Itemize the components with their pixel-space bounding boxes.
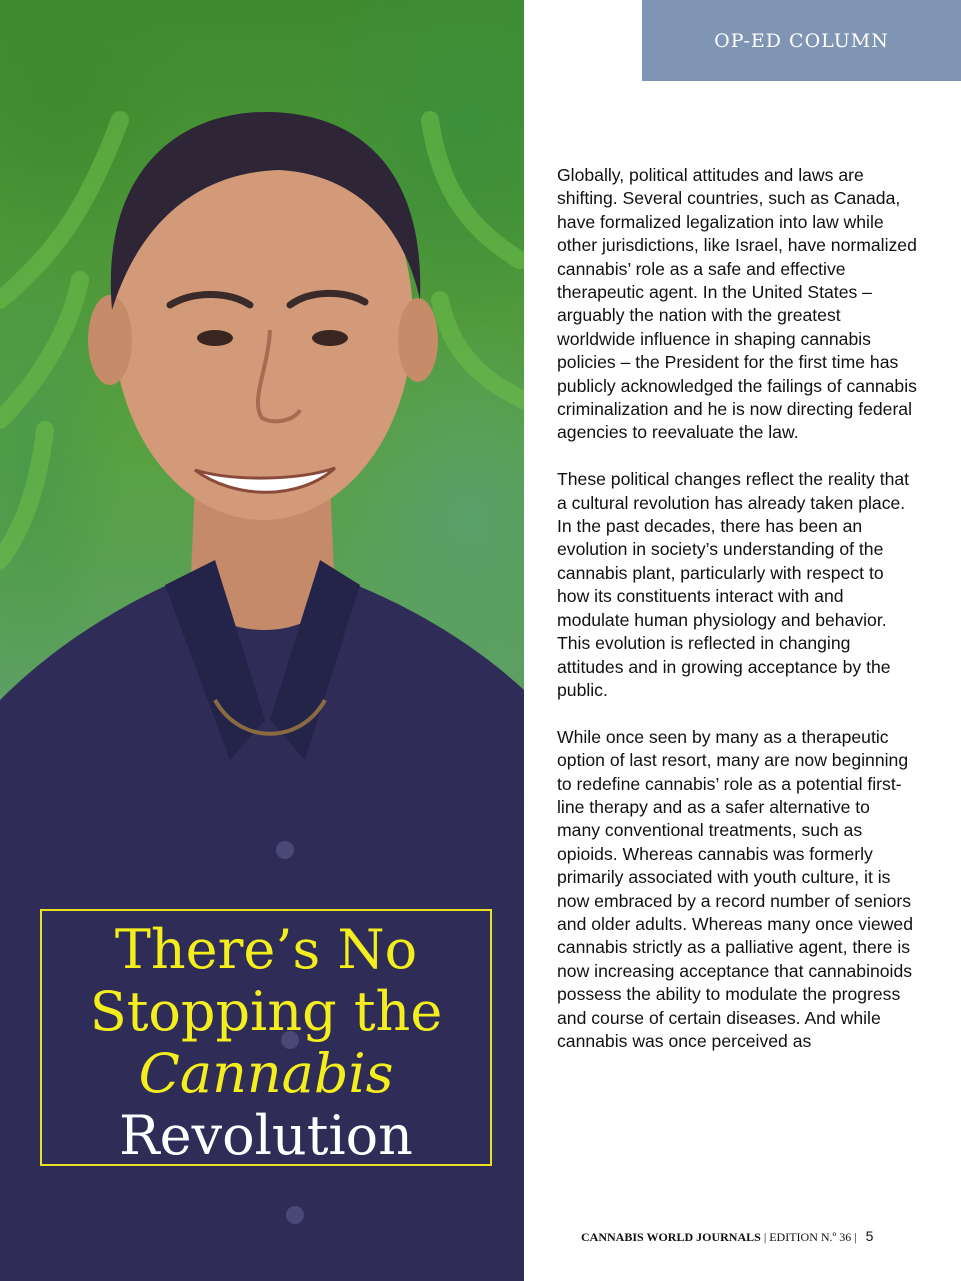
headline-line-4: Revolution (119, 1104, 413, 1167)
article-paragraph: These political changes reflect the reality that a cultural revolution has already taken place. In the past decades, there has been an evolution in society’s understanding of the cannabis plant, particularly with respect to how its constituents interact with and modulate human physiology and behavior. This evolution is reflected in changing attitudes and in growing acceptance by the public. (557, 469, 910, 700)
journal-name: CANNABIS WORLD JOURNALS (581, 1230, 761, 1244)
footer-separator: | (854, 1230, 857, 1244)
footer-separator: | (763, 1230, 767, 1244)
headline-box (40, 909, 492, 1166)
page-footer (581, 1228, 873, 1245)
headline-line-2: Stopping the (89, 980, 443, 1043)
article-paragraph: Globally, political attitudes and laws are shifting. Several countries, such as Canada, have formalized legalization into law while other jurisdictions, like Israel, have normalized cannabis’ role as a safe and effective therapeutic agent. In the United States – arguably the nation with the greatest worldwide influence in shaping cannabis policies – the President for the first time has publicly acknowledged the failings of cannabis criminalization and he is now directing federal agencies to reevaluate the law. (557, 165, 917, 443)
page-number: 5 (865, 1228, 874, 1244)
column-tag-label: OP-ED COLUMN (714, 29, 889, 52)
column-tag (642, 0, 961, 81)
edition-label: EDITION N.º 36 (769, 1230, 852, 1244)
headline-line-1: There’s No (114, 918, 418, 981)
headline-line-3: Cannabis (138, 1042, 394, 1105)
article-body (557, 164, 917, 1077)
article-paragraph: While once seen by many as a therapeutic option of last resort, many are now beginning to redefine cannabis’ role as a potential first-line therapy and as a safer alternative to many conventional treatments, such as opioids. Whereas cannabis was formerly primarily associated with youth culture, it is now embraced by a record number of seniors and older adults. Whereas many once viewed cannabis strictly as a palliative agent, there is now increasing acceptance that cannabinoids possess the ability to modulate the progress and course of certain diseases. And while cannabis was once perceived as (557, 726, 913, 1051)
